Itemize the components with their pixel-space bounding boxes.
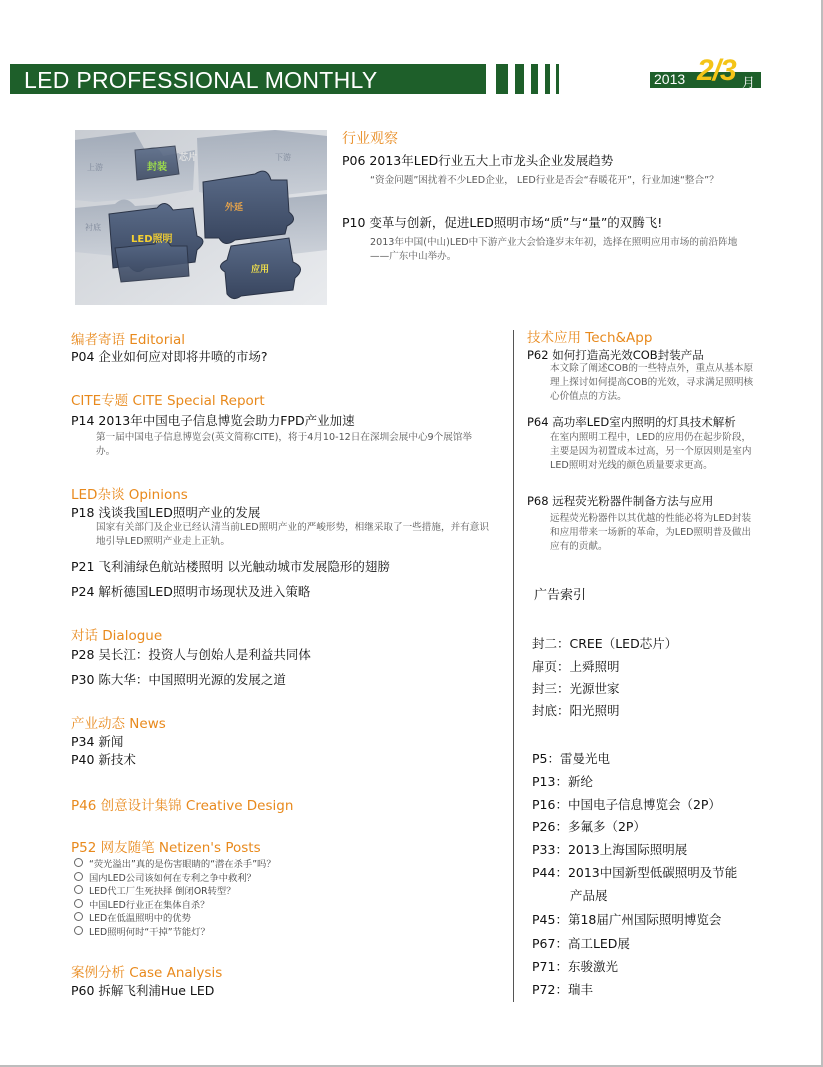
tech-item-desc: 在室内照明工程中，LED的应用仍在起步阶段，主要是因为初置成本过高，另一个原因则是室内LED照明对光线的颜色质量要求更高。 <box>550 432 752 471</box>
post-title: LED照明何时“干掉”节能灯？ <box>89 926 210 938</box>
news-title[interactable]: P40 新技术 <box>71 752 136 767</box>
list-item[interactable] <box>74 870 374 884</box>
post-title: 中国LED行业正在集体自杀？ <box>89 899 210 911</box>
puzzle-label: 上游 <box>87 163 103 172</box>
circle-bullet-icon <box>74 872 83 881</box>
netizen-posts-list <box>74 856 374 938</box>
masthead-stripe <box>515 64 524 94</box>
dialogue-category: 对话 Dialogue <box>71 628 163 644</box>
cite-category: CITE专题 CITE Special Report <box>71 393 265 409</box>
creative-category[interactable]: P46 创意设计集锦 Creative Design <box>71 798 294 814</box>
circle-bullet-icon <box>74 858 83 867</box>
masthead-stripe <box>531 64 538 94</box>
puzzle-illustration <box>75 130 327 305</box>
ad-page-entry: P26：多氟多（2P） <box>532 819 646 834</box>
dialogue-title[interactable]: P28 吴长江：投资人与创始人是利益共同体 <box>71 647 311 662</box>
post-title: LED代工厂生死抉择 倒闭OR转型？ <box>89 886 236 898</box>
ad-page-entry: P71：东骏激光 <box>532 959 618 974</box>
column-divider <box>513 330 514 1002</box>
circle-bullet-icon <box>74 899 83 908</box>
masthead-stripe <box>545 64 550 94</box>
editorial-category: 编者寄语 Editorial <box>71 332 186 348</box>
issue-number: 2/3 <box>697 54 736 87</box>
puzzle-label: 应用 <box>251 265 270 275</box>
puzzle-label: 芯片 <box>179 153 198 163</box>
puzzle-label: 外延 <box>225 203 244 213</box>
news-title[interactable]: P34 新闻 <box>71 734 124 749</box>
ad-page-entry: P67：高工LED展 <box>532 936 630 951</box>
tech-category: 技术应用 Tech&App <box>527 330 653 346</box>
list-item[interactable] <box>74 883 374 897</box>
issue-year: 2013 <box>654 71 686 87</box>
tech-item-desc: 本文除了阐述COB的一些特点外，重点从基本原理上探讨如何提高COB的光效，寻求满足照明核心价值点的方法。 <box>550 363 754 402</box>
masthead-bar <box>10 64 486 94</box>
circle-bullet-icon <box>74 926 83 935</box>
masthead-title: LED PROFESSIONAL MONTHLY <box>24 67 378 93</box>
ad-cover-entry: 封底：阳光照明 <box>532 703 620 718</box>
case-category: 案例分析 Case Analysis <box>71 965 223 981</box>
feature-item-desc: 2013年中国(中山)LED中下游产业大会恰逢岁末年初，选择在照明应用市场的前沿阵地——广东中山举办。 <box>370 237 738 262</box>
masthead-stripe <box>556 64 559 94</box>
ad-page-entry-cont: 产品展 <box>570 888 608 903</box>
puzzle-label: 下游 <box>275 153 291 162</box>
dialogue-title[interactable]: P30 陈大华：中国照明光源的发展之道 <box>71 672 286 687</box>
cite-title[interactable]: P14 2013年中国电子信息博览会助力FPD产业加速 <box>71 413 355 428</box>
feature-item-title[interactable]: P10 变革与创新，促进LED照明市场“质”与“量”的双腾飞! <box>342 215 663 230</box>
cite-desc: 第一届中国电子信息博览会(英文简称CITE)，将于4月10-12日在深圳会展中心9个展馆举办。 <box>96 432 473 457</box>
ad-page-entry: P45：第18届广州国际照明博览会 <box>532 912 722 927</box>
netizen-category[interactable]: P52 网友随笔 Netizen's Posts <box>71 840 261 856</box>
post-title: LED在低温照明中的优势 <box>89 913 191 925</box>
opinions-title[interactable]: P18 浅谈我国LED照明产业的发展 <box>71 505 261 520</box>
masthead-stripe <box>496 64 508 94</box>
puzzle-label: 封装 <box>147 162 167 173</box>
opinions-title[interactable]: P21 飞利浦绿色航站楼照明 以光触动城市发展隐形的翅膀 <box>71 559 390 574</box>
ad-page-entry: P5：雷曼光电 <box>532 751 610 766</box>
circle-bullet-icon <box>74 885 83 894</box>
opinions-desc: 国家有关部门及企业已经认清当前LED照明产业的严峻形势，相继采取了一些措施，并有意识地引导LED照明产业走上正轨。 <box>96 522 489 547</box>
feature-category: 行业观察 <box>342 131 398 147</box>
ad-cover-entry: 扉页：上舜照明 <box>532 659 620 674</box>
ad-page-entry: P44：2013中国新型低碳照明及节能 <box>532 865 738 880</box>
case-title[interactable]: P60 拆解飞利浦Hue LED <box>71 983 215 998</box>
news-category: 产业动态 News <box>71 716 166 732</box>
ad-cover-entry: 封二：CREE（LED芯片） <box>532 636 678 651</box>
tech-item-title[interactable]: P62 如何打造高光效COB封装产品 <box>527 348 704 362</box>
post-title: “荧光溢出”真的是伤害眼睛的“潜在杀手”吗？ <box>89 859 276 870</box>
tech-item-title[interactable]: P68 远程荧光粉器件制备方法与应用 <box>527 494 714 508</box>
post-title: 国内LED公司该如何在专利之争中救利？ <box>89 872 256 884</box>
puzzle-label: LED照明 <box>131 234 173 245</box>
ad-page-entry: P13：新纶 <box>532 774 593 789</box>
ad-page-entry: P33：2013上海国际照明展 <box>532 842 688 857</box>
feature-item-desc: “资金问题”困扰着不少LED企业， LED行业是否会“春暖花开”，行业加速“整合”？ <box>370 175 719 186</box>
ad-page-entry: P72：瑞丰 <box>532 982 593 997</box>
ad-page-entry: P16：中国电子信息博览会（2P） <box>532 797 721 812</box>
list-item[interactable] <box>74 910 374 924</box>
ad-cover-entry: 封三：光源世家 <box>532 681 620 696</box>
circle-bullet-icon <box>74 912 83 921</box>
feature-item-title[interactable]: P06 2013年LED行业五大上市龙头企业发展趋势 <box>342 153 614 168</box>
list-item[interactable] <box>74 856 374 870</box>
ads-heading: 广告索引 <box>534 588 587 603</box>
editorial-title[interactable]: P04 企业如何应对即将井喷的市场? <box>71 349 268 364</box>
list-item[interactable] <box>74 897 374 911</box>
opinions-category: LED杂谈 Opinions <box>71 487 188 503</box>
list-item[interactable] <box>74 924 374 938</box>
opinions-title[interactable]: P24 解析德国LED照明市场现状及进入策略 <box>71 584 311 599</box>
tech-item-title[interactable]: P64 高功率LED室内照明的灯具技术解析 <box>527 415 736 429</box>
tech-item-desc: 远程荧光粉器件以其优越的性能必将为LED封装和应用带来一场新的革命，为LED照明普及做出应有的贡献。 <box>550 513 752 552</box>
issue-month: 月 <box>742 76 756 91</box>
puzzle-label: 衬底 <box>85 223 101 232</box>
